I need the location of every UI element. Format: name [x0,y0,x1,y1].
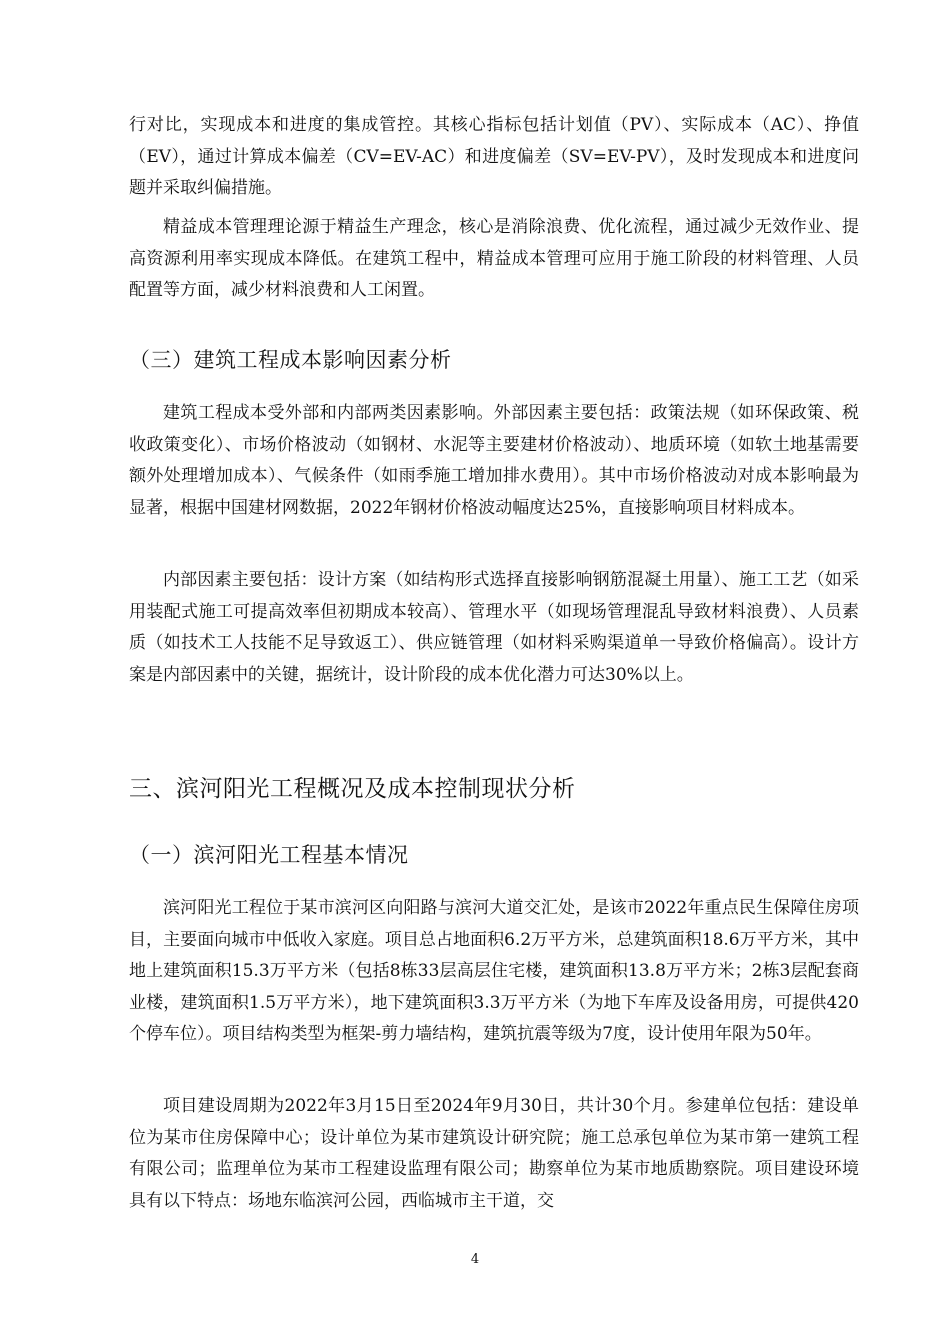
paragraph-external-factors: 建筑工程成本受外部和内部两类因素影响。外部因素主要包括：政策法规（如环保政策、税收政策变化）、市场价格波动（如钢材、水泥等主要建材价格波动）、地质环境（如软土地基需要额外处理增加成本）、气候条件（如雨季施工增加排水费用）。其中市场价格波动对成本影响最为显著，根据中国建材网数据，2022年钢材价格波动幅度达25%，直接影响项目材料成本。 [129,403,859,518]
paragraph-internal-factors: 内部因素主要包括：设计方案（如结构形式选择直接影响钢筋混凝土用量）、施工工艺（如采用装配式施工可提高效率但初期成本较高）、管理水平（如现场管理混乱导致材料浪费）、人员素质（如技术工人技能不足导致返工）、供应链管理（如材料采购渠道单一导致价格偏高）。设计方案是内部因素中的关键，据统计，设计阶段的成本优化潜力可达30%以上。 [129,570,859,685]
subsection-heading-basic-info: （一）滨河阳光工程基本情况 [129,843,409,867]
paragraph-lean-cost: 精益成本管理理论源于精益生产理念，核心是消除浪费、优化流程，通过减少无效作业、提高资源利用率实现成本降低。在建筑工程中，精益成本管理可应用于施工阶段的材料管理、人员配置等方面，减少材料浪费和人工闲置。 [129,217,859,300]
subsection-heading-cost-factors: （三）建筑工程成本影响因素分析 [129,348,452,372]
paragraph-evm: 行对比，实现成本和进度的集成管控。其核心指标包括计划值（PV）、实际成本（AC）、挣值（EV），通过计算成本偏差（CV=EV-AC）和进度偏差（SV=EV-PV），及时发现成本和进度问题并采取纠偏措施。 [129,115,859,198]
section-heading-project-overview: 三、滨河阳光工程概况及成本控制现状分析 [129,776,576,802]
paragraph-project-schedule: 项目建设周期为2022年3月15日至2024年9月30日，共计30个月。参建单位包括：建设单位为某市住房保障中心；设计单位为某市建筑设计研究院；施工总承包单位为某市第一建筑工程有限公司；监理单位为某市工程建设监理有限公司；勘察单位为某市地质勘察院。项目建设环境具有以下特点：场地东临滨河公园，西临城市主干道，交 [129,1096,859,1211]
page-number: 4 [470,1252,480,1267]
paragraph-project-basics: 滨河阳光工程位于某市滨河区向阳路与滨河大道交汇处，是该市2022年重点民生保障住房项目，主要面向城市中低收入家庭。项目总占地面积6.2万平方米，总建筑面积18.6万平方米，其中地上建筑面积15.3万平方米（包括8栋33层高层住宅楼，建筑面积13.8万平方米；2栋3层配套商业楼，建筑面积1.5万平方米），地下建筑面积3.3万平方米（为地下车库及设备用房，可提供420个停车位）。项目结构类型为框架-剪力墙结构，建筑抗震等级为7度，设计使用年限为50年。 [129,898,859,1044]
